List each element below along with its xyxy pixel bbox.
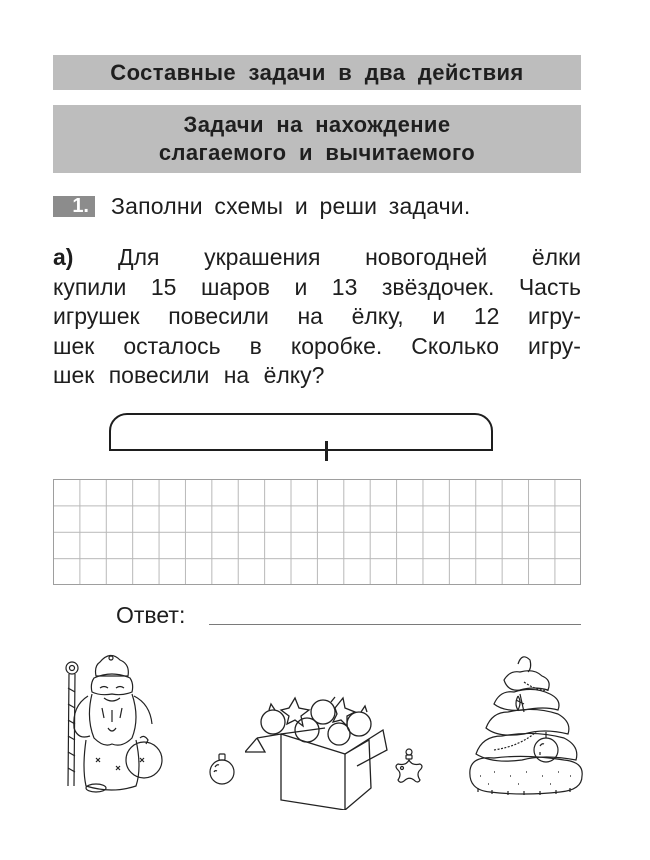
word: шек повесили на ёлку? [53, 362, 325, 388]
word: шек [53, 332, 95, 359]
task-instruction: Заполни схемы и реши задачи. [111, 192, 471, 219]
word: украшения [204, 244, 321, 270]
answer-row [116, 602, 185, 629]
problem-line-3 [53, 302, 581, 332]
answer-label: Ответ: [116, 602, 186, 628]
problem-label: а) [53, 244, 74, 270]
ded-moroz-icon [52, 648, 164, 796]
word: шаров [200, 273, 270, 300]
ded-moroz-illustration [52, 648, 164, 796]
word: 15 [150, 273, 177, 300]
solution-grid[interactable] [53, 479, 581, 585]
word: Часть [518, 273, 581, 300]
subsection-title-line2: слагаемого и вычитаемого [158, 140, 476, 165]
problem-a-text [53, 243, 581, 391]
word: Сколько [411, 332, 500, 359]
subsection-title-line1: Задачи на нахождение [183, 112, 451, 137]
word: повесили [168, 303, 269, 329]
word: на [297, 303, 323, 329]
word: купили [53, 273, 127, 300]
christmas-tree-icon [464, 650, 588, 796]
scheme-divider-tick [325, 441, 328, 461]
box-of-ornaments-illustration [245, 690, 395, 810]
problem-line-5 [53, 361, 581, 391]
word: осталось [123, 332, 221, 359]
answer-input-line[interactable] [209, 624, 581, 625]
word: коробке. [290, 332, 383, 359]
word: ёлки [531, 244, 581, 270]
segment-scheme[interactable] [109, 413, 493, 451]
word: ёлку, [351, 303, 404, 329]
box-icon [245, 690, 395, 810]
word: 13 [331, 273, 358, 300]
subsection-title-bar [53, 105, 581, 173]
word: игру- [528, 303, 581, 329]
task-header [53, 192, 470, 220]
ornament-ball-illustration [207, 752, 237, 788]
word: игрушек [53, 303, 140, 329]
task-number-badge: 1. [53, 196, 95, 217]
problem-line-4 [53, 332, 581, 362]
word: новогодней [365, 244, 488, 270]
word: звёздочек. [381, 273, 495, 300]
section-title: Составные задачи в два действия [110, 60, 524, 85]
word: и [294, 273, 308, 300]
section-title-bar [53, 55, 581, 90]
star-ornament-icon [392, 748, 426, 788]
ornament-ball-icon [207, 752, 237, 788]
word: в [249, 332, 262, 359]
word: игру- [528, 332, 581, 359]
word: и [432, 303, 446, 329]
problem-line-1 [53, 243, 581, 273]
christmas-tree-illustration [464, 650, 588, 796]
word: 12 [473, 303, 500, 329]
word: Для [118, 244, 160, 270]
problem-line-2 [53, 273, 581, 303]
ornament-star-illustration [392, 748, 426, 788]
